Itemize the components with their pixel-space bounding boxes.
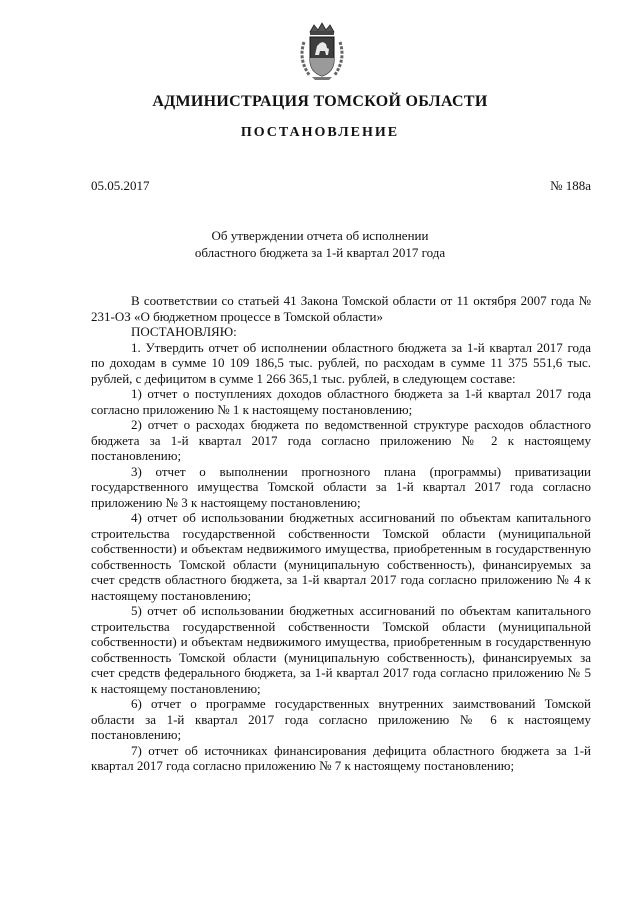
document-body	[91, 293, 591, 774]
resolve-word: ПОСТАНОВЛЯЮ:	[131, 324, 237, 339]
document-subject	[0, 227, 640, 261]
subclause-3: 3) отчет о выполнении прогнозного плана (программы) приватизации государственного имущества Томской области за 1-й квартал 2017 года согласно приложению № 3 к настоящему постановлению;	[91, 463, 591, 510]
organization-title: АДМИНИСТРАЦИЯ ТОМСКОЙ ОБЛАСТИ	[152, 93, 488, 110]
document-number: № 188а	[550, 178, 591, 193]
subclause-7: 7) отчет об источниках финансирования дефицита областного бюджета за 1-й квартал 2017 года согласно приложению № 7 к настоящему постановлению;	[91, 742, 591, 773]
subject-line: областного бюджета за 1-й квартал 2017 года	[194, 245, 446, 260]
subclause-6: 6) отчет о программе государственных внутренних заимствований Томской области за 1-й квартал 2017 года согласно приложению № 6 к настоящему постановлению;	[91, 696, 591, 742]
tomsk-region-coat-of-arms-icon	[296, 22, 348, 82]
subclause-4: 4) отчет об использовании бюджетных ассигнований по объектам капитального строительства государственной собственности Томской области (муниципальной собственности) и объектам недвижимого имущества, приобретенным в государственную собственность Томской области (муниципальную собственность), финансируемых за счет средств областного бюджета, за 1-й квартал 2017 года согласно приложению № 4 к настоящему постановлению;	[91, 510, 591, 603]
subclause-2: 2) отчет о расходах бюджета по ведомственной структуре расходов областного бюджета за 1-й квартал 2017 года согласно приложению № 2 к настоящему постановлению;	[91, 417, 591, 463]
document-type: ПОСТАНОВЛЕНИЕ	[240, 125, 400, 140]
document-date: 05.05.2017	[91, 178, 150, 193]
clause-1: 1. Утвердить отчет об исполнении областного бюджета за 1-й квартал 2017 года по доходам в сумме 10 109 186,5 тыс. рублей, по расходам в сумме 11 375 551,6 тыс. рублей, с дефицитом в сумме 1 266 365,1 тыс. рублей, в следующем составе:	[91, 339, 591, 386]
subclause-5: 5) отчет об использовании бюджетных ассигнований по объектам капитального строительства государственной собственности Томской области (муниципальной собственности) и объектам недвижимого имущества, приобретенным в государственную собственность Томской области (муниципальную собственность), финансируемых за счет средств федерального бюджета, за 1-й квартал 2017 года согласно приложению № 5 к настоящему постановлению;	[91, 603, 591, 696]
subject-line: Об утверждении отчета об исполнении	[211, 228, 429, 243]
subclause-1: 1) отчет о поступлениях доходов областного бюджета за 1-й квартал 2017 года согласно приложению № 1 к настоящему постановлению;	[91, 386, 591, 417]
preamble-paragraph: В соответствии со статьей 41 Закона Томской области от 11 октября 2007 года № 231-ОЗ «О бюджетном процессе в Томской области»	[91, 293, 591, 324]
